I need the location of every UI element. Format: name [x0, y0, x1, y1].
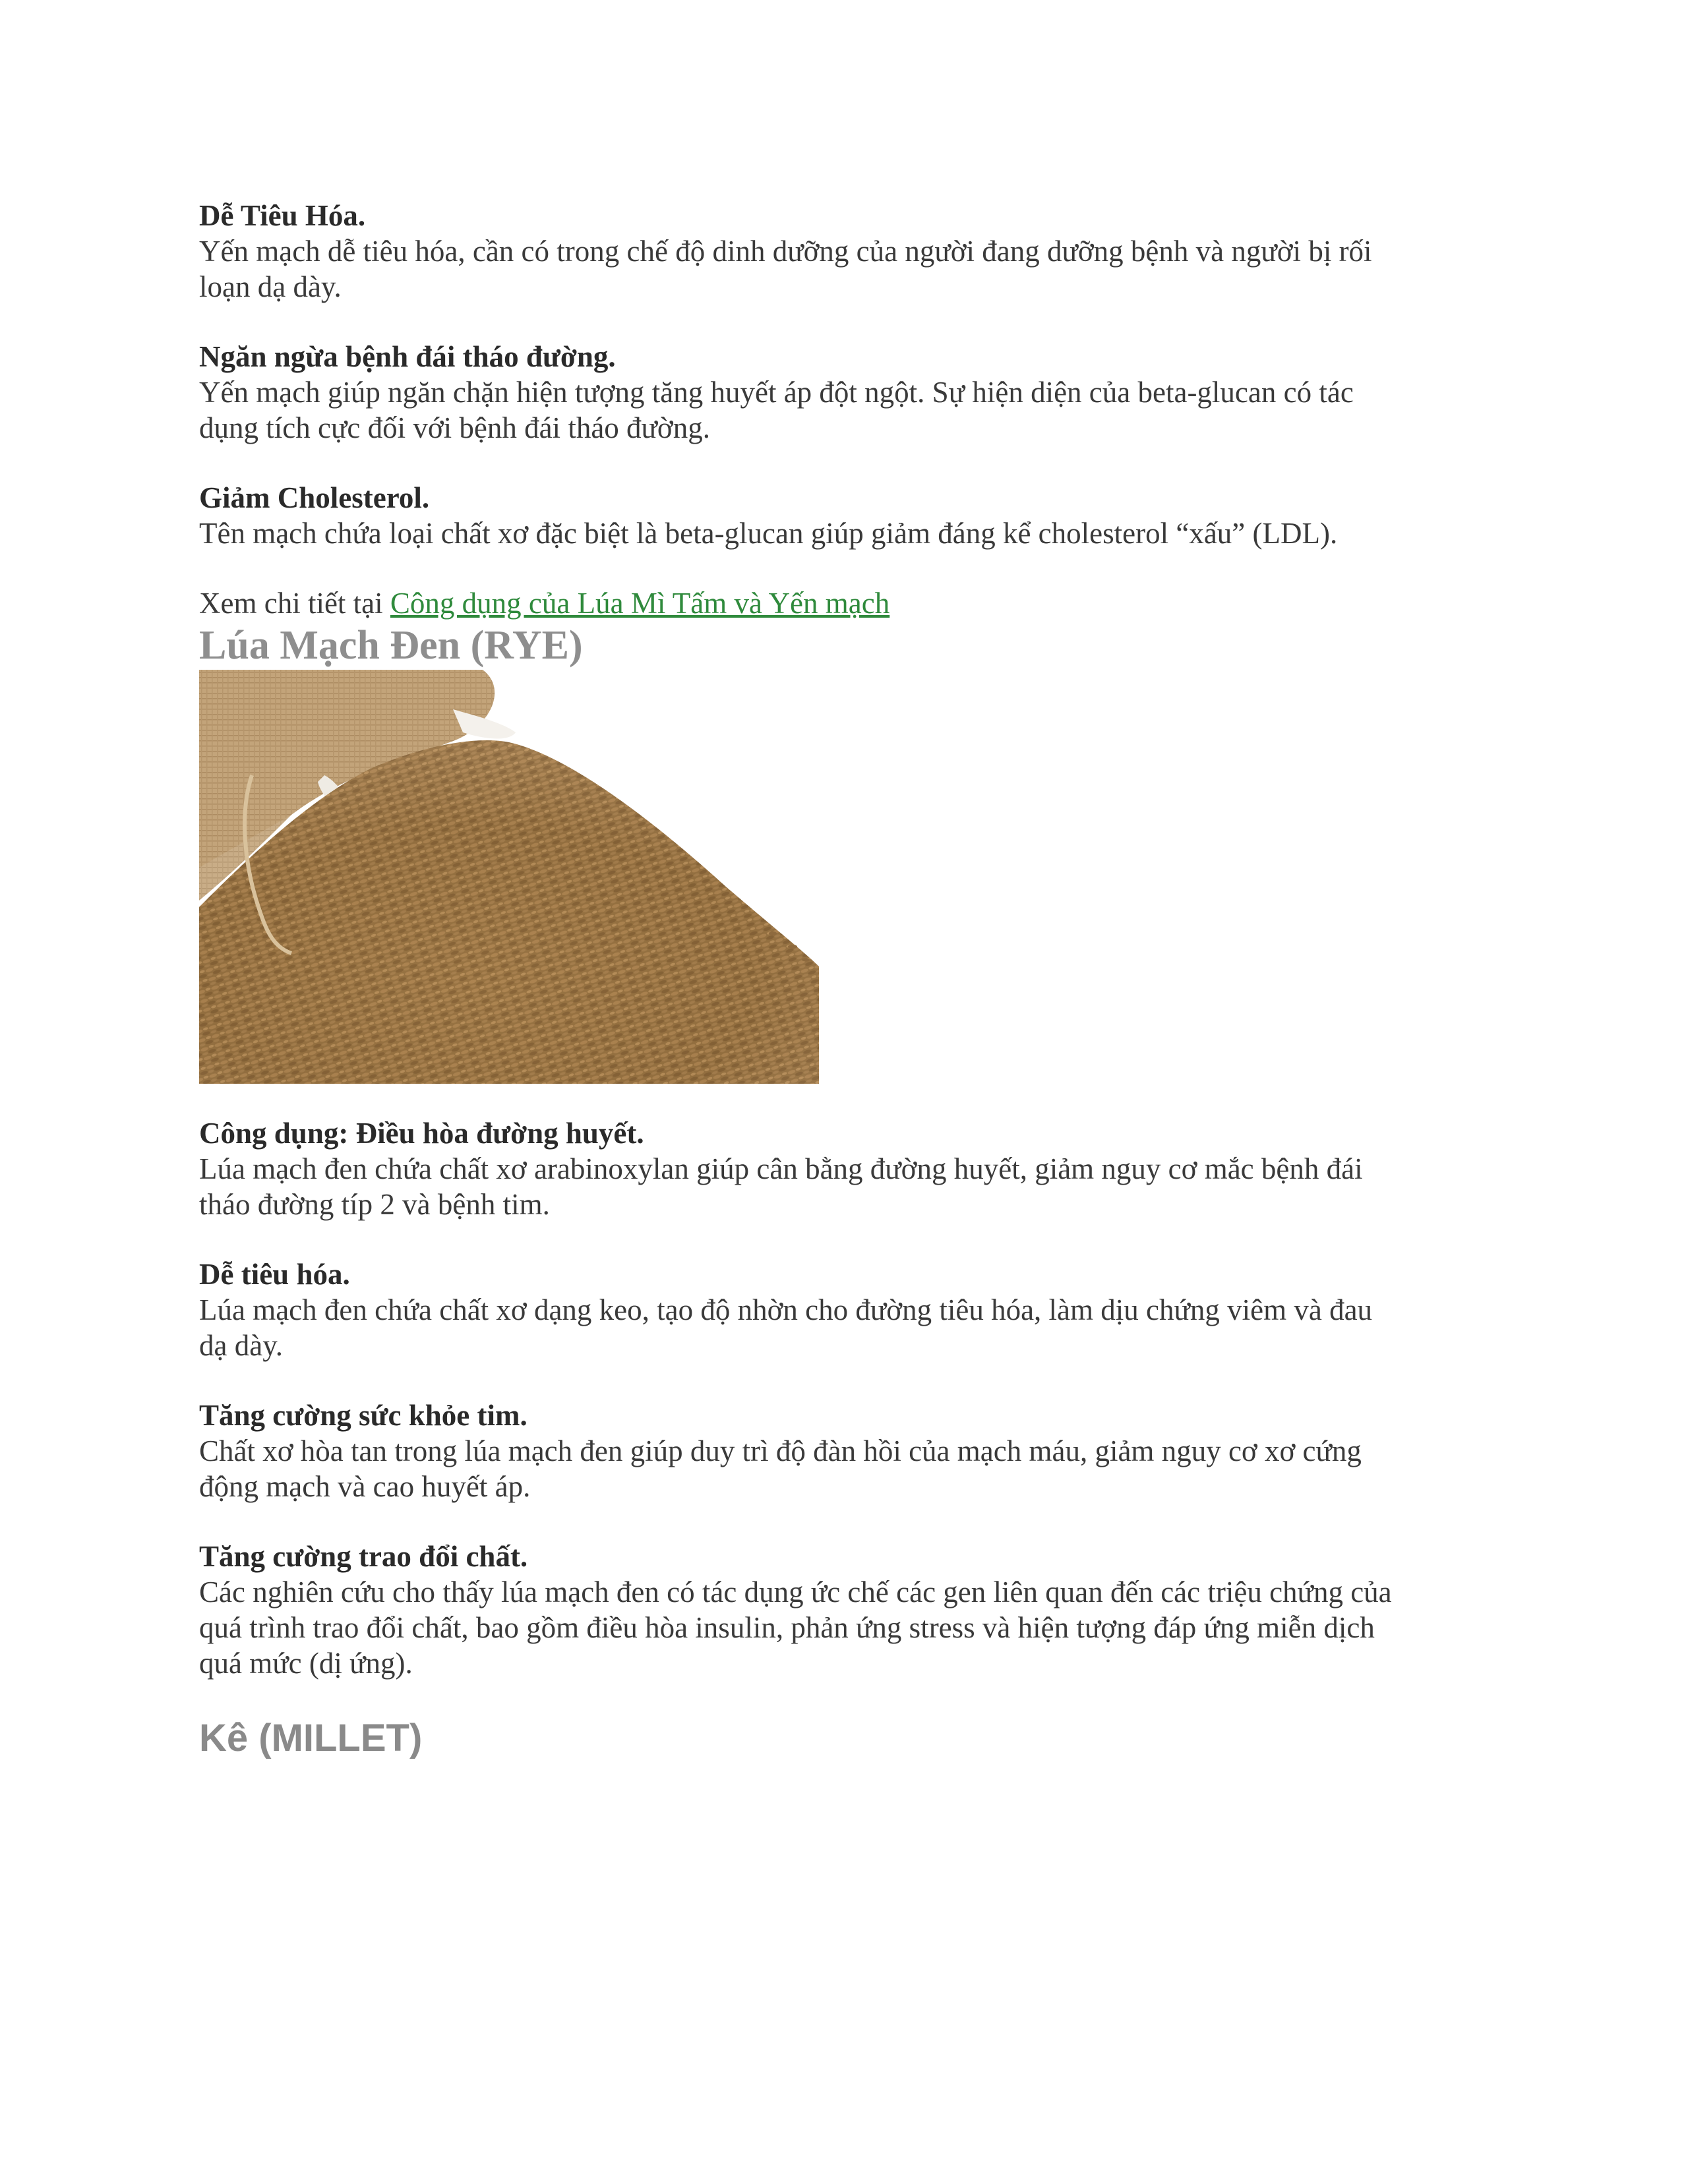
section-heading: Dễ tiêu hóa.: [199, 1258, 350, 1291]
section-heading: Tăng cường sức khỏe tim.: [199, 1399, 528, 1432]
section-heading: Giảm Cholesterol.: [199, 481, 430, 514]
paragraph-line: Yến mạch giúp ngăn chặn hiện tượng tăng huyết áp đột ngột. Sự hiện diện của beta-glucan có tác: [199, 376, 1354, 409]
document-page: [199, 198, 1492, 1760]
paragraph-line: động mạch và cao huyết áp.: [199, 1470, 531, 1503]
paragraph-line: Yến mạch dễ tiêu hóa, cần có trong chế độ dinh dưỡng của người đang dưỡng bệnh và người bị rối: [199, 235, 1372, 268]
paragraph-line: Các nghiên cứu cho thấy lúa mạch đen có tác dụng ức chế các gen liên quan đến các triệu chứng của: [199, 1576, 1392, 1608]
rye-image-svg: [199, 670, 819, 1084]
section-diabetes: [199, 339, 1492, 446]
paragraph-line: tháo đường típ 2 và bệnh tim.: [199, 1188, 550, 1221]
paragraph-line: quá trình trao đổi chất, bao gồm điều hòa insulin, phản ứng stress và hiện tượng đáp ứng miễn dịch: [199, 1611, 1375, 1644]
section-heading: Dễ Tiêu Hóa.: [199, 199, 366, 232]
rye-grain-sack-photo: [199, 670, 819, 1084]
paragraph-line: Tên mạch chứa loại chất xơ đặc biệt là beta-glucan giúp giảm đáng kể cholesterol “xấu” (LDL).: [199, 517, 1338, 550]
paragraph-line: quá mức (dị ứng).: [199, 1647, 413, 1680]
rye-item-blood-sugar: [199, 1115, 1492, 1222]
millet-section-title: Kê (MILLET): [199, 1717, 423, 1759]
section-digestion: [199, 198, 1492, 305]
paragraph-line: Lúa mạch đen chứa chất xơ arabinoxylan giúp cân bằng đường huyết, giảm nguy cơ mắc bệnh đái: [199, 1152, 1363, 1185]
paragraph-line: dạ dày.: [199, 1329, 284, 1362]
section-heading: Ngăn ngừa bệnh đái tháo đường.: [199, 340, 616, 373]
paragraph-line: loạn dạ dày.: [199, 270, 342, 303]
more-details-line: [199, 585, 1492, 621]
section-cholesterol: [199, 480, 1492, 551]
section-heading: Tăng cường trao đổi chất.: [199, 1540, 528, 1573]
more-details-link[interactable]: Công dụng của Lúa Mì Tấm và Yến mạch: [390, 587, 890, 620]
section-heading: Công dụng: Điều hòa đường huyết.: [199, 1117, 644, 1150]
rye-item-metabolism: [199, 1539, 1492, 1681]
rye-item-digestion: [199, 1256, 1492, 1363]
paragraph-line: Chất xơ hòa tan trong lúa mạch đen giúp duy trì độ đàn hồi của mạch máu, giảm nguy cơ xơ cứng: [199, 1434, 1362, 1467]
rye-section-title: Lúa Mạch Đen (RYE): [199, 623, 583, 668]
paragraph-line: Lúa mạch đen chứa chất xơ dạng keo, tạo độ nhờn cho đường tiêu hóa, làm dịu chứng viêm và đau: [199, 1293, 1373, 1326]
rye-item-heart: [199, 1398, 1492, 1504]
paragraph-line: dụng tích cực đối với bệnh đái tháo đường.: [199, 411, 710, 444]
more-details-prefix: Xem chi tiết tại: [199, 587, 390, 620]
